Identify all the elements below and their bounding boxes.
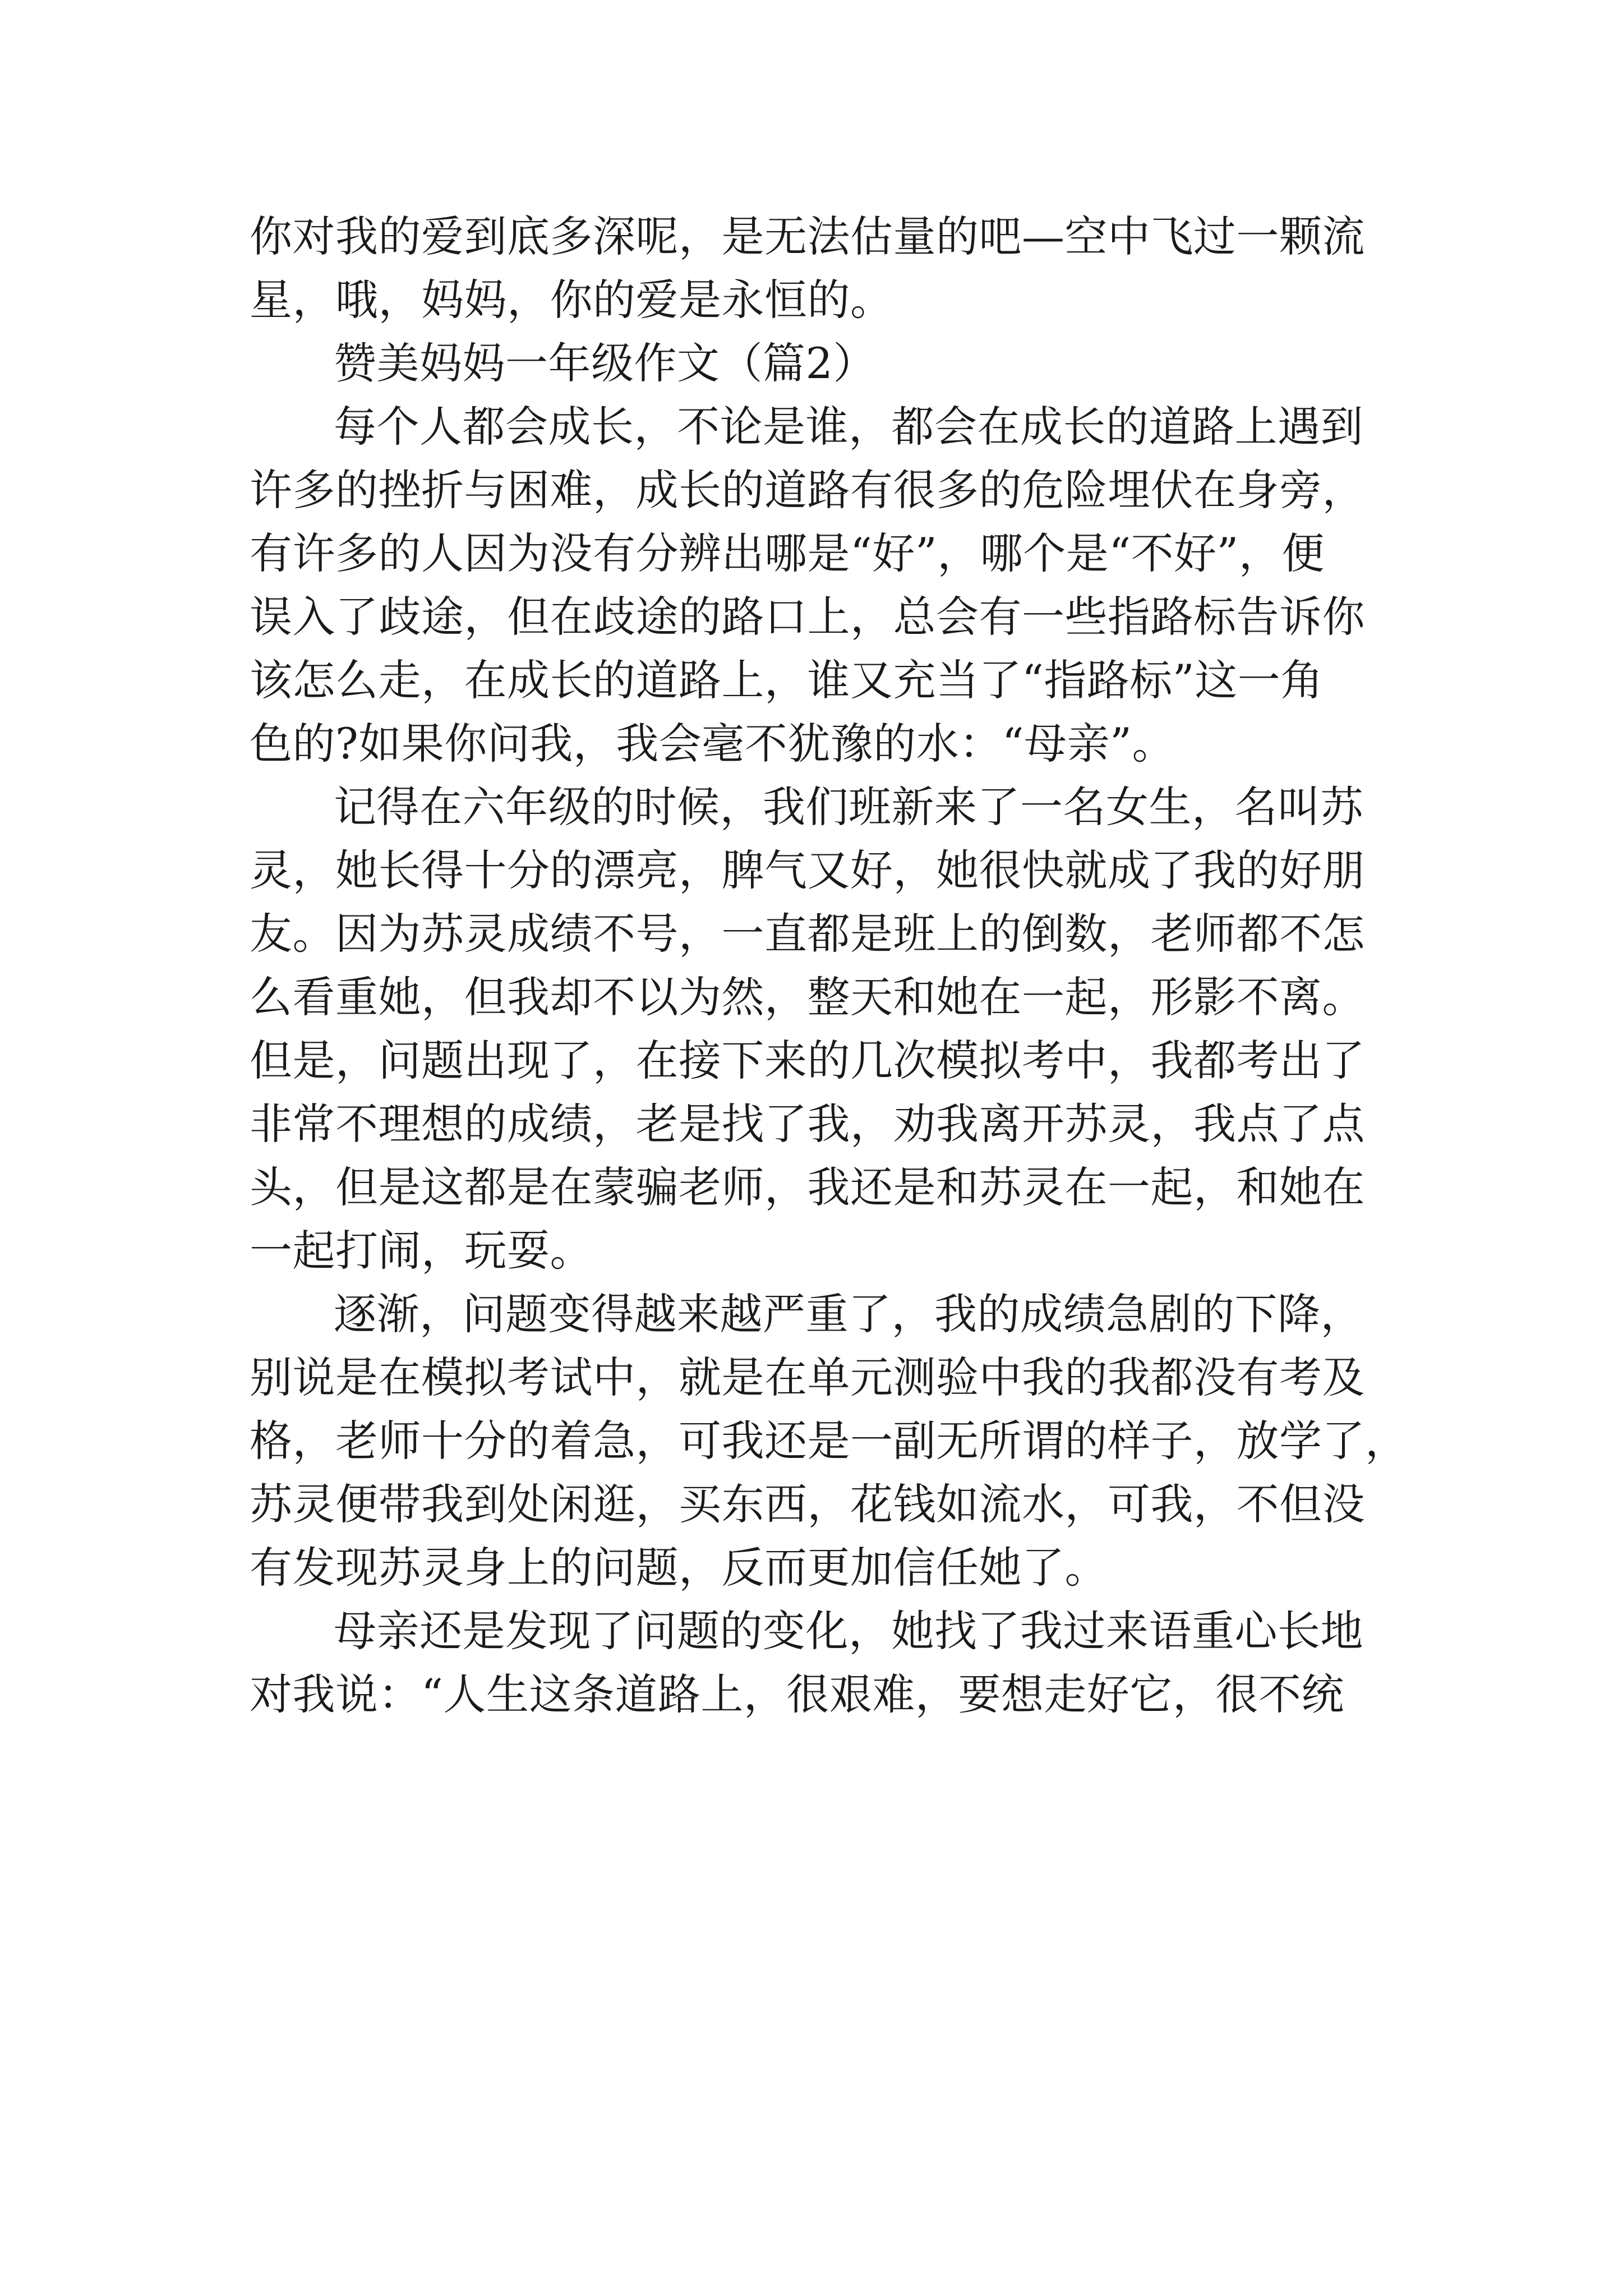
text-line: 但是，问题出现了，在接下来的几次模拟考中，我都考出了 xyxy=(250,1036,1365,1085)
text-line: 灵，她长得十分的漂亮，脾气又好，她很快就成了我的好朋 xyxy=(250,845,1365,895)
section-heading: 赞美妈妈一年级作文（篇2） xyxy=(334,338,876,388)
text-line: 你对我的爱到底多深呢，是无法估量的吧—空中飞过一颗流 xyxy=(250,211,1365,261)
text-line: 非常不理想的成绩，老是找了我，劝我离开苏灵，我点了点 xyxy=(250,1099,1365,1149)
text-line: 苏灵便带我到处闲逛，买东西，花钱如流水，可我，不但没 xyxy=(250,1479,1365,1529)
text-line: 一起打闹，玩耍。 xyxy=(250,1226,593,1276)
text-line: 对我说：“人生这条道路上，很艰难，要想走好它，很不统 xyxy=(250,1669,1344,1719)
text-line: 色的?如果你问我，我会毫不犹豫的水：“母亲”。 xyxy=(250,719,1175,769)
text-line: 星，哦，妈妈，你的爱是永恒的。 xyxy=(250,275,893,325)
text-line: 头，但是这都是在蒙骗老师，我还是和苏灵在一起，和她在 xyxy=(250,1162,1365,1212)
text-line: 母亲还是发现了问题的变化，她找了我过来语重心长地 xyxy=(334,1606,1363,1656)
text-line: 误入了歧途，但在歧途的路口上，总会有一些指路标告诉你 xyxy=(250,592,1365,642)
text-line: 友。因为苏灵成绩不号，一直都是班上的倒数，老师都不怎 xyxy=(250,909,1365,959)
text-line: 每个人都会成长，不论是谁，都会在成长的道路上遇到 xyxy=(334,402,1363,452)
text-line: 记得在六年级的时候，我们班新来了一名女生，名叫苏 xyxy=(334,782,1363,832)
text-line: 许多的挫折与困难，成长的道路有很多的危险埋伏在身旁， xyxy=(250,465,1365,515)
text-line: 逐渐，问题变得越来越严重了，我的成绩急剧的下降， xyxy=(334,1289,1363,1339)
text-line: 格，老师十分的着急，可我还是一副无所谓的样子，放学了， xyxy=(250,1416,1408,1466)
text-line: 有许多的人因为没有分辨出哪是“好”，哪个是“不好”，便 xyxy=(250,528,1325,578)
text-line: 么看重她，但我却不以为然，整天和她在一起，形影不离。 xyxy=(250,972,1365,1022)
text-line: 有发现苏灵身上的问题，反而更加信任她了。 xyxy=(250,1543,1108,1593)
text-line: 该怎么走，在成长的道路上，谁又充当了“指路标”这一角 xyxy=(250,655,1324,705)
document-body xyxy=(250,205,1408,1726)
text-line: 别说是在模拟考试中，就是在单元测验中我的我都没有考及 xyxy=(250,1352,1365,1402)
